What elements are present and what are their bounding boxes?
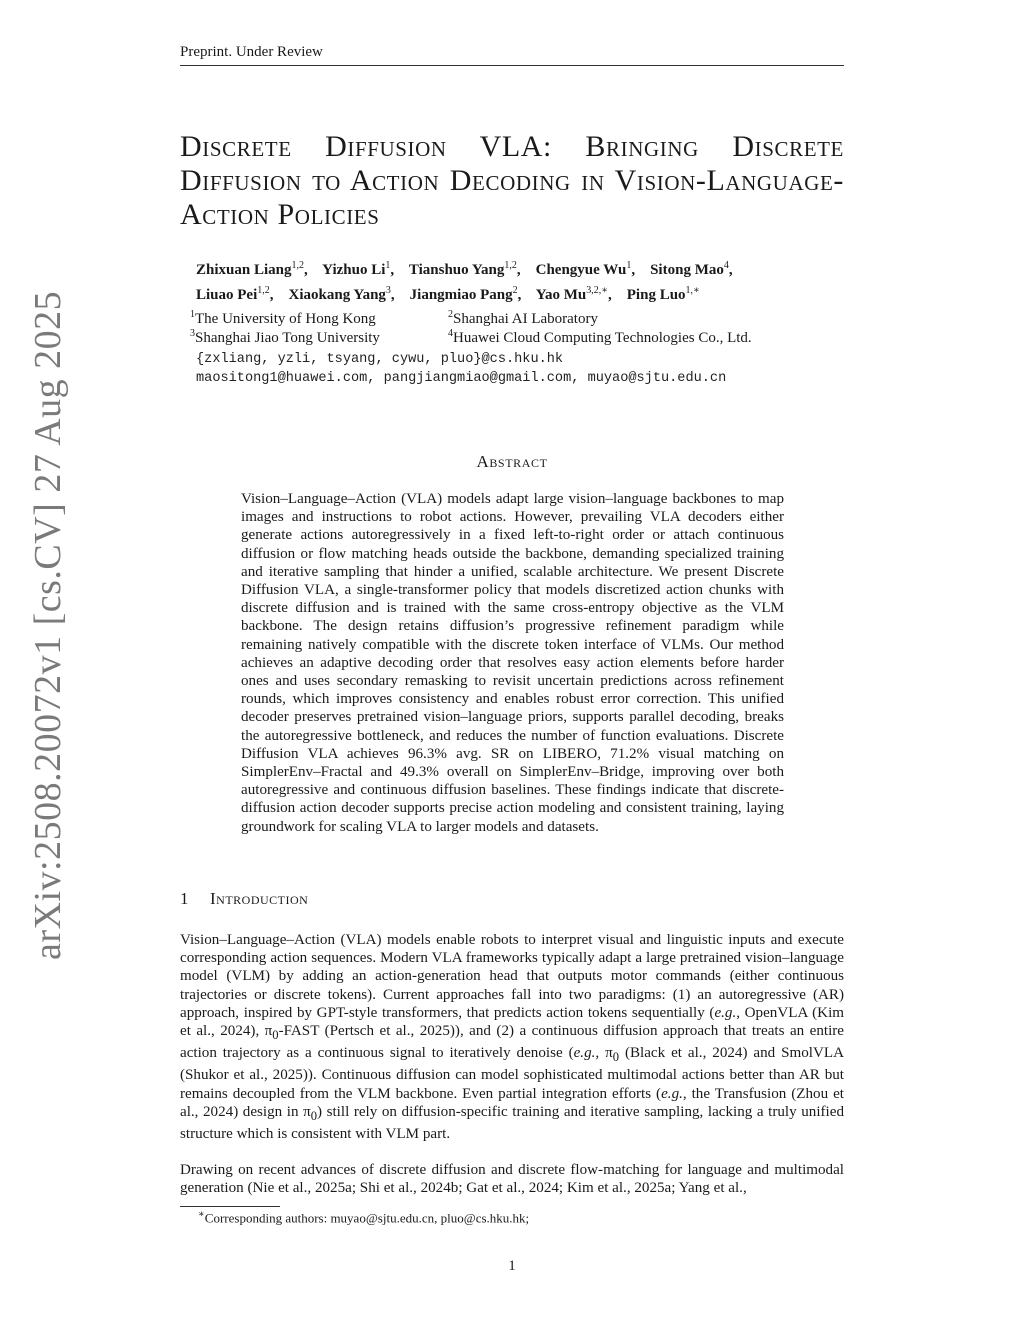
author: Yao $Mu^{3,2,∗}$ [535, 285, 609, 303]
author: Chengyue Wu$^1$ [535, 260, 632, 278]
abstract-heading: Abstract [476, 452, 548, 471]
author: Yizhuo Li$^1$ [322, 260, 391, 278]
email-line: {zxliang, yzli, tsyang, cywu, pluo}@cs.hku.hk [196, 352, 564, 367]
email-line: maositong1@huawei.com, pangjiangmiao@gmail.com, muyao@sjtu.edu.cn [196, 371, 727, 386]
footnote-rule [180, 1206, 280, 1207]
author: Liuao Pei$^{1,2}$ [196, 285, 270, 303]
abstract-body: Vision–Language–Action (VLA) models adapt large vision–language backbones to map images and instructions to robot actions. However, prevailing VLA decoders either generate actions autoregressively in a fixed left-to-right order or attach continuous diffusion or flow matching heads outside the backbone, demanding specialized training and iterative sampling that hinder a unified, scalable architecture. We present Discrete Diffusion VLA, a single-transformer policy that models discretized action chunks with discrete diffusion and is trained with the same cross-entropy objective as the VLM backbone. The design retains diffusion’s progressive refinement paradigm while remaining natively compatible with the discrete token interface of VLMs. Our method achieves an adaptive decoding order that resolves easy action elements before harder ones and uses secondary remasking to revisit uncertain predictions across refinement rounds, which improves consistency and enables robust error correction. This unified decoder preserves pretrained vision–language priors, supports parallel decoding, breaks the autoregressive bottleneck, and reduces the number of function evaluations. Discrete Diffusion VLA achieves 96.3% avg. SR on LIBERO, 71.2% visual matching on SimplerEnv–Fractal and 49.3% overall on SimplerEnv–Bridge, improving over both autoregressive and continuous diffusion baselines. These findings indicate that discrete-diffusion action decoder supports precise action modeling and consistent training, laying groundwork for scaling VLA to larger models and datasets. [241, 491, 784, 835]
intro-paragraph-1: Vision–Language–Action (VLA) models enable robots to interpret visual and linguistic inputs and execute corresponding action sequences. Modern VLA frameworks typically adapt a large pretrained vision–language model (VLM) by adding an action-generation head that outputs motor commands (either continuous trajectories or discrete tokens). Current approaches fall into two paradigms: (1) an autoregressive (AR) approach, inspired by GPT-style transformers, that predicts action tokens sequentially (e.g., OpenVLA (Kim et al., 2024), $\pi_0$-FAST (Pertsch et al., 2025)), and (2) a continuous diffusion approach that treats an entire action trajectory as a continuous signal to iteratively denoise (e.g., $\pi_0$ (Black et al., 2024) and SmolVLA (Shukor et al., 2025)). Continuous diffusion can model sophisticated multimodal actions better than AR but remains decoupled from the VLM backbone. Even partial integration efforts (e.g., the Transfusion (Zhou et al., 2024) design in $\pi_0$) still rely on diffusion-specific training and iterative sampling, lacking a truly unified structure which is consistent with VLM part. [180, 932, 845, 1143]
author: Zhixuan Liang$^{1,2}$ [196, 260, 304, 278]
author: Tianshuo Yang$^{1,2}$ [408, 260, 517, 278]
arxiv-stamp: arXiv:2508.20072v1 [cs.CV] 27 Aug 2025 [27, 290, 69, 960]
author: Jiangmiao Pang$^2$ [409, 285, 518, 303]
footnote: ∗Corresponding authors: muyao@sjtu.edu.cn, pluo@cs.hku.hk; [198, 1209, 530, 1226]
author: Ping Luo$^{1,∗}$ [626, 285, 700, 303]
author: Sitong Mao$^4$ [650, 260, 729, 278]
paper-title: Discrete Diffusion VLA: Bringing Discrete Diffusion to Action Decoding in Vision-Language-Action Policies [180, 130, 844, 231]
affiliation: $^3$Shanghai Jiao Tong University [190, 328, 380, 346]
affiliation: $^2$Shanghai AI Laboratory [448, 309, 598, 327]
author-line-2: Liuao Pei$^{1,2}$, Xiaokang Yang$^3$, Jiangmiao Pang$^2$, Yao $Mu^{3,2,∗}$, Ping Luo$^{1,∗}$ [196, 285, 700, 303]
running-header: Preprint. Under Review [180, 44, 844, 66]
affiliation: $^1$The University of Hong Kong [190, 309, 376, 327]
intro-paragraph-2: Drawing on recent advances of discrete diffusion and discrete flow-matching for language and multimodal generation (Nie et al., 2025a; Shi et al., 2024b; Gat et al., 2024; Kim et al., 2025a; Yang et al., [180, 1162, 844, 1197]
author-line-1: Zhixuan Liang$^{1,2}$, Yizhuo Li$^1$, Tianshuo Yang$^{1,2}$, Chengyue Wu$^1$, Sitong Mao$^4$, [196, 260, 733, 278]
affiliation: $^4$Huawei Cloud Computing Technologies Co., Ltd. [448, 328, 752, 346]
section-heading: 1 Introduction [180, 889, 309, 908]
author: Xiaokang Yang$^3$ [288, 285, 391, 303]
page-number: 1 [508, 1258, 516, 1274]
